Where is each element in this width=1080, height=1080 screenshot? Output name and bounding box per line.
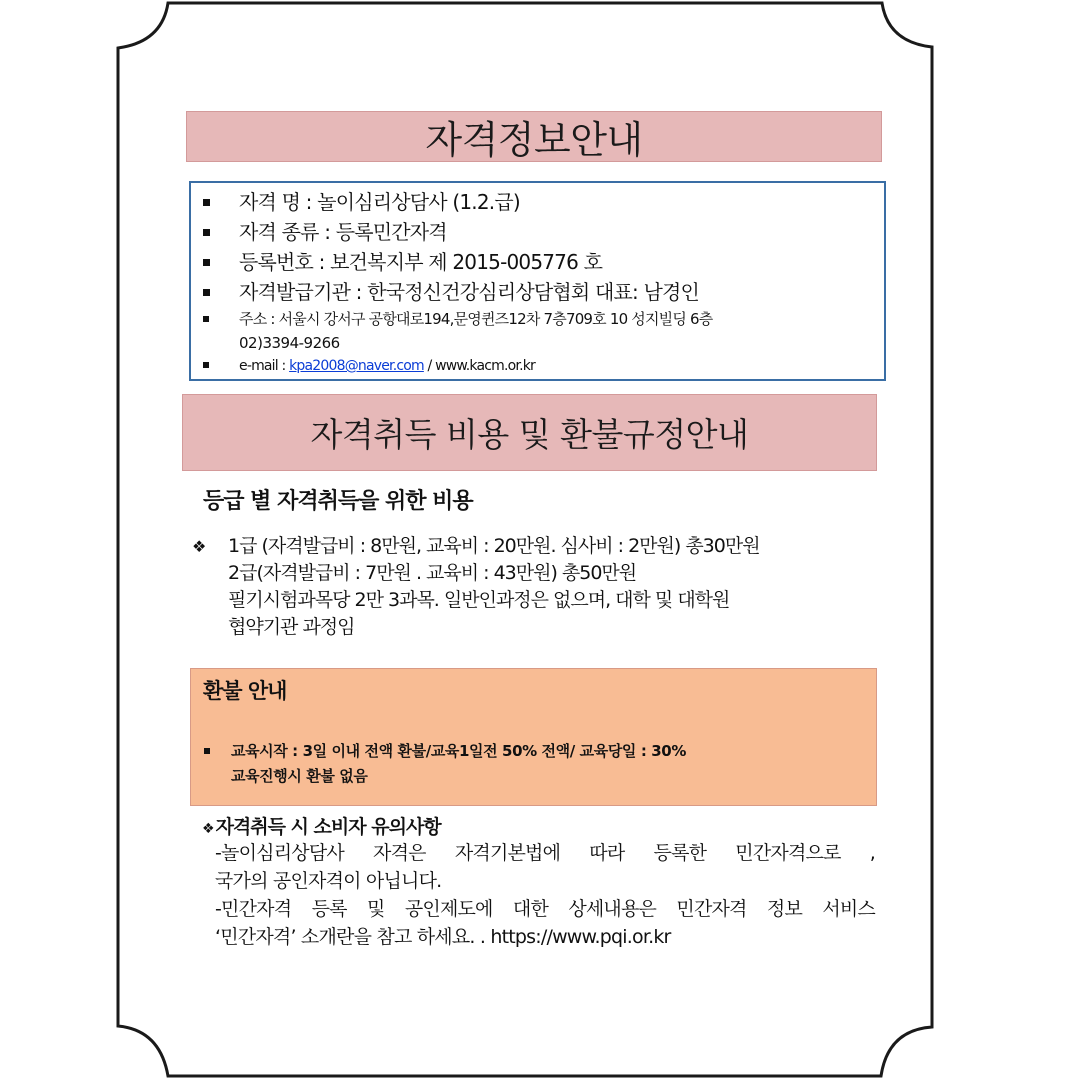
info-website: / www.kacm.or.kr (423, 358, 535, 374)
info-address: 주소 : 서울시 강서구 공항대로194,문영퀸즈12차 7층709호 10 성지빌딩 6층 (239, 310, 713, 328)
notice-line-3: -민간자격 등록 및 공인제도에 대한 상세내용은 민간자격 정보 서비스 (215, 898, 875, 920)
cost-line-partner: 협약기관 과정임 (228, 616, 355, 638)
qualification-info-banner (186, 111, 882, 162)
square-bullet-icon (203, 229, 210, 236)
consumer-notice-heading (202, 812, 441, 839)
qualification-info-title: 자격정보안내 (425, 118, 643, 162)
notice-line-2: 국가의 공인자격이 아닙니다. (215, 870, 442, 892)
info-name: 자격 명 : 놀이심리상담사 (1.2.급) (239, 190, 520, 214)
info-type-row (191, 217, 884, 247)
info-email-row (191, 355, 884, 377)
square-bullet-icon (203, 259, 210, 266)
email-link[interactable]: kpa2008@naver.com (289, 358, 424, 374)
square-bullet-icon (203, 362, 209, 368)
qualification-info-box (189, 181, 886, 381)
info-phone: 02)3394-9266 (239, 334, 340, 352)
square-bullet-icon (203, 289, 210, 296)
diamond-bullet-icon: ❖ (202, 821, 214, 837)
cost-line-exam: 필기시험과목당 2만 3과목. 일반인과정은 없으며, 대학 및 대학원 (228, 589, 730, 611)
consumer-notice-body (215, 839, 875, 951)
refund-line-1: 교육시작 : 3일 이내 전액 환불/교육1일전 50% 전액/ 교육당일 : 30% (231, 742, 686, 760)
info-issuer: 자격발급기관 : 한국정신건강심리상담협회 대표: 남경인 (239, 280, 700, 304)
diamond-bullet-icon: ❖ (192, 537, 206, 556)
consumer-notice-title: 자격취득 시 소비자 유의사항 (215, 816, 441, 838)
square-bullet-icon (203, 199, 210, 206)
refund-text (231, 739, 686, 789)
square-bullet-icon (204, 748, 210, 754)
info-reg-no: 등록번호 : 보건복지부 제 2015-005776 호 (239, 250, 603, 274)
info-address-row (191, 307, 884, 331)
refund-line-2: 교육진행시 환불 없음 (231, 767, 368, 785)
cost-refund-banner (182, 394, 877, 471)
info-name-row (191, 187, 884, 217)
info-type: 자격 종류 : 등록민간자격 (239, 220, 447, 244)
cost-heading: 등급 별 자격취득을 위한 비용 (203, 489, 473, 514)
cost-line-grade2: 2급(자격발급비 : 7만원 . 교육비 : 43만원) 총50만원 (228, 562, 637, 584)
info-reg-no-row (191, 247, 884, 277)
refund-title: 환불 안내 (203, 679, 287, 703)
notice-line-1: -놀이심리상담사 자격은 자격기본법에 따라 등록한 민간자격으로 , (215, 842, 875, 864)
square-bullet-icon (203, 316, 209, 322)
notice-line-4: ‘민간자격’ 소개란을 참고 하세요. . https://www.pqi.or.kr (215, 926, 671, 948)
refund-box (190, 668, 877, 806)
info-issuer-row (191, 277, 884, 307)
cost-list (192, 533, 892, 641)
info-email-label: e-mail : (239, 358, 290, 374)
cost-line-grade1: 1급 (자격발급비 : 8만원, 교육비 : 20만원. 심사비 : 2만원) 총30만원 (228, 535, 760, 557)
cost-refund-title: 자격취득 비용 및 환불규정안내 (310, 415, 749, 454)
